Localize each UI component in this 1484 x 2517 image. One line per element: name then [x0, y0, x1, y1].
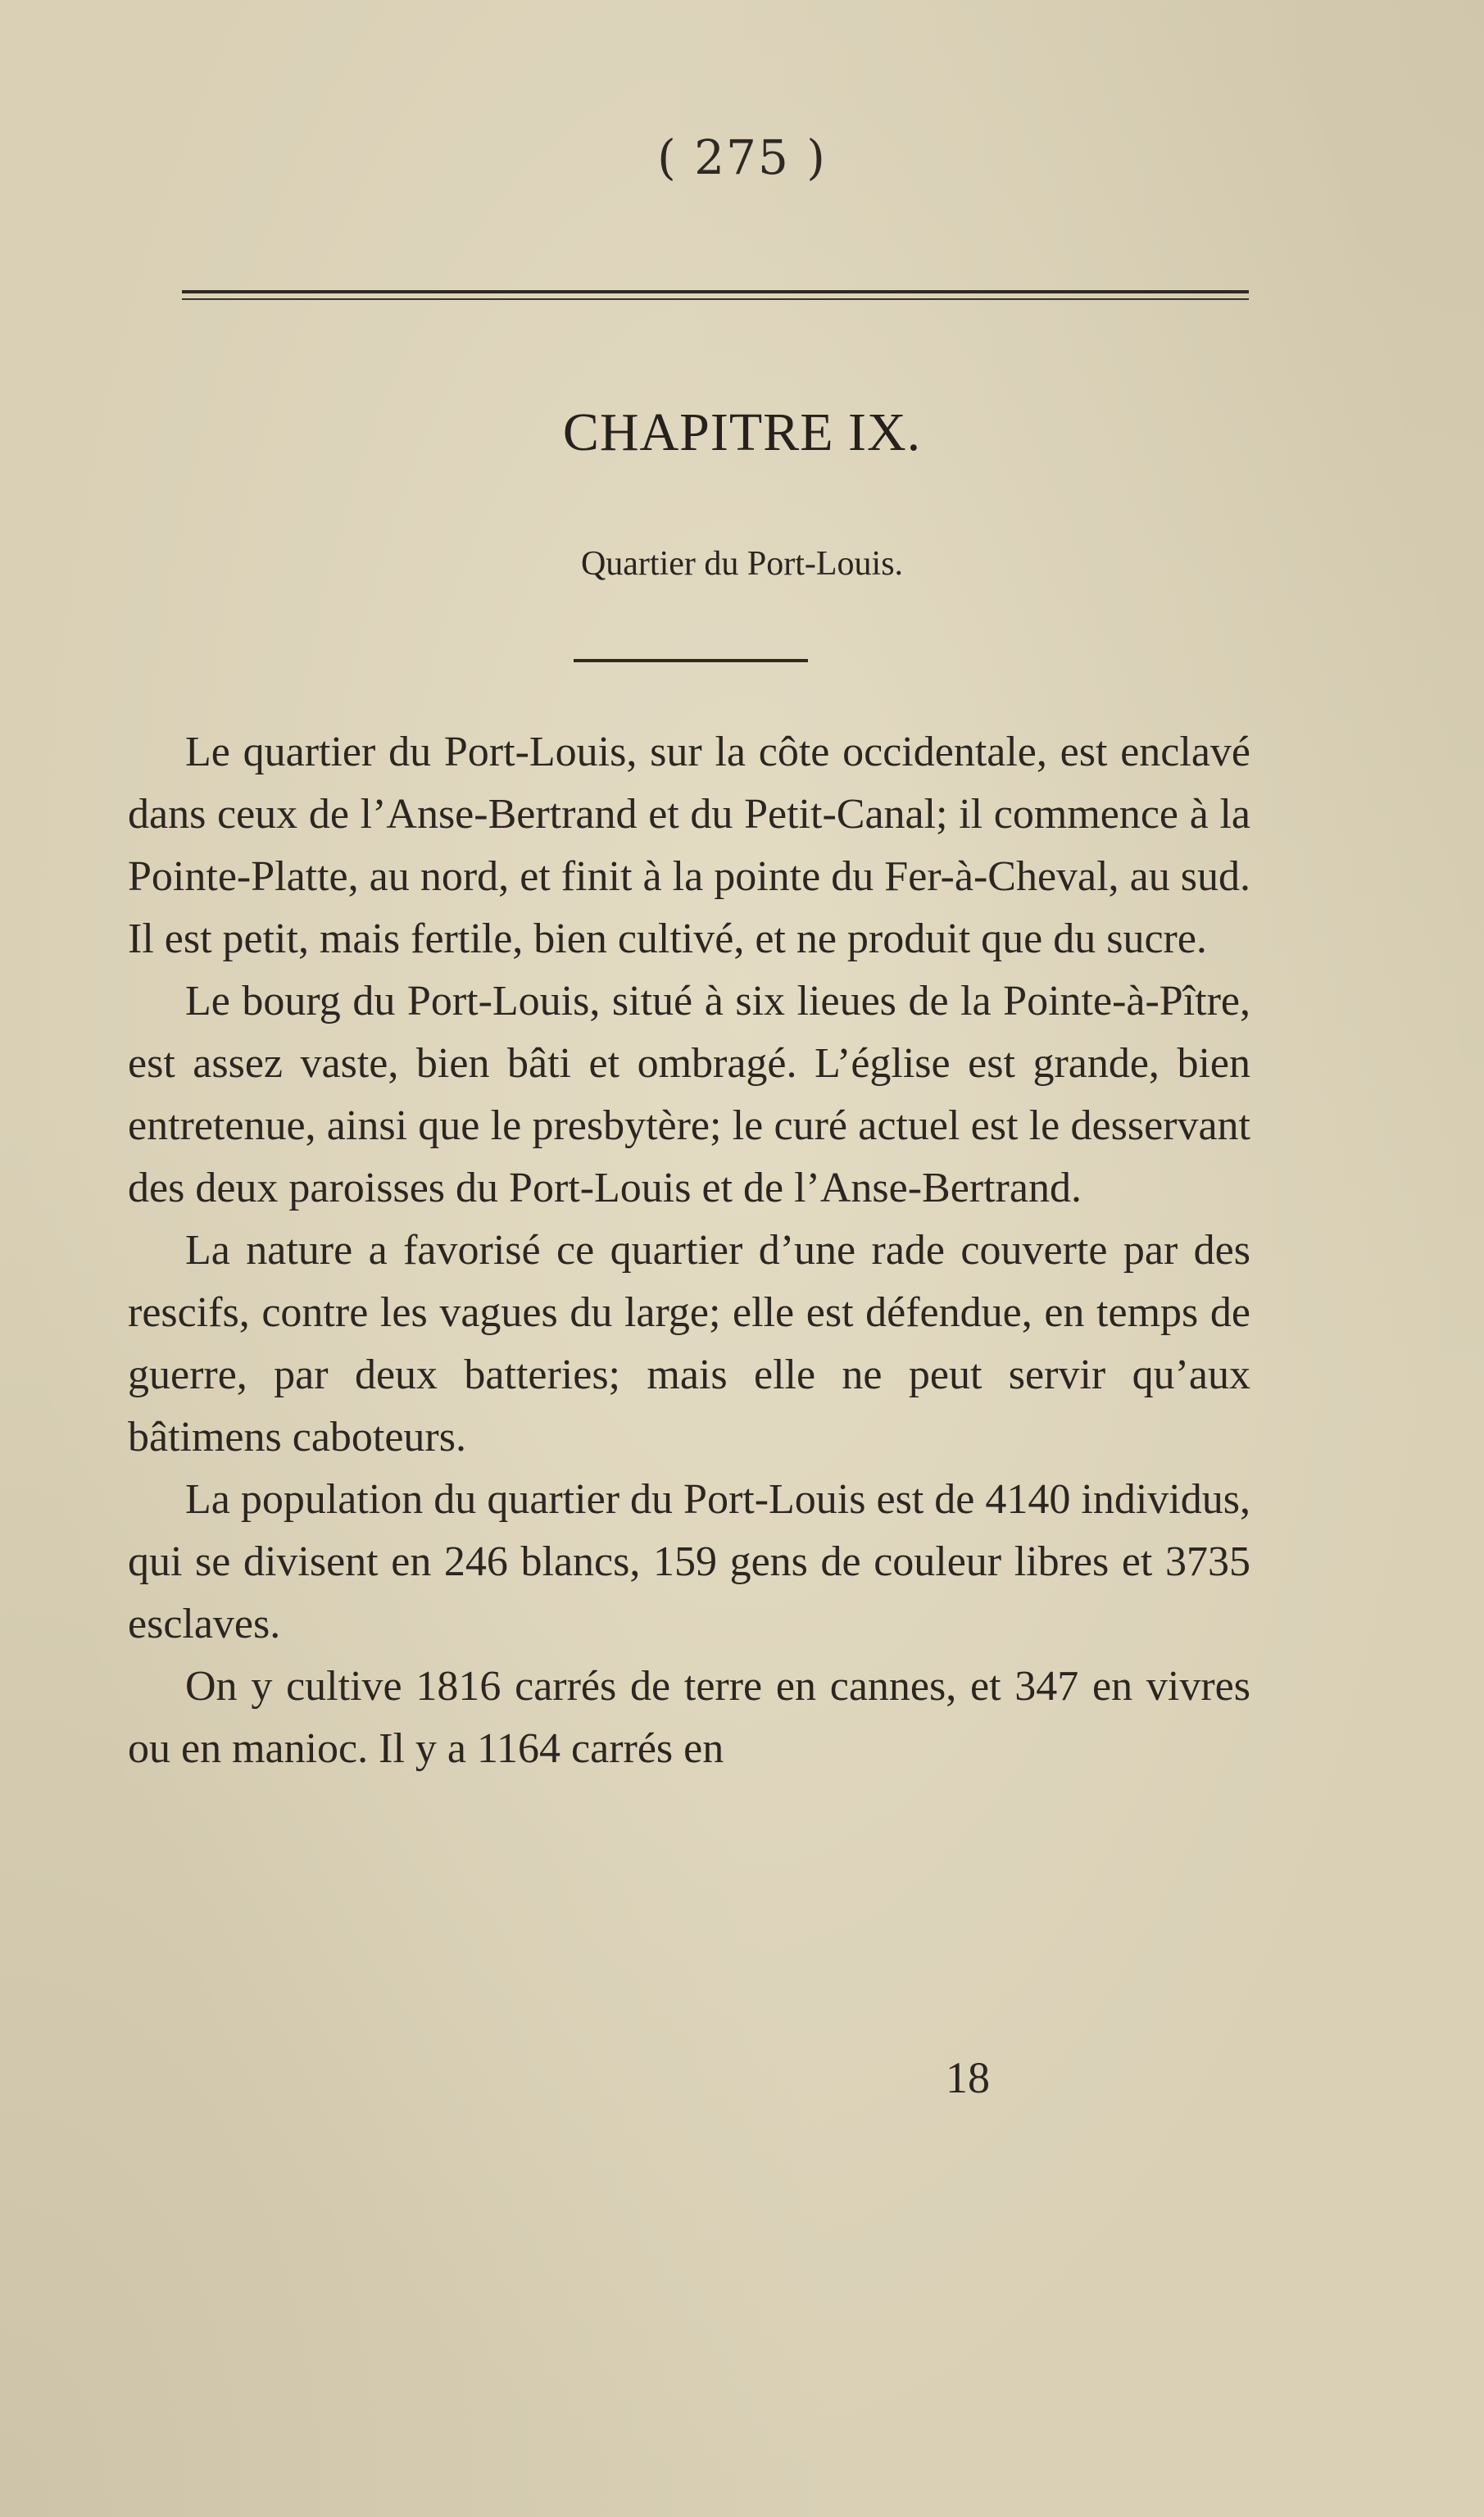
header-double-rule [182, 290, 1249, 300]
chapter-title: CHAPITRE IX. [562, 402, 922, 462]
paragraph: Le quartier du Port-Louis, sur la côte occidentale, est enclavé dans ceux de l’Anse-Bertrand et du Petit-Canal; il commence à la Pointe-Platte, au nord, et finit à la pointe du Fer-à-Cheval, au sud. Il est petit, mais fertile, bien cultivé, et ne produit que du sucre. [128, 729, 1250, 962]
paragraph: On y cultive 1816 carrés de terre en cannes, et 347 en vivres ou en manioc. Il y a 1164 carrés en [128, 1663, 1250, 1772]
section-divider-rule [574, 659, 808, 662]
paragraph: La population du quartier du Port-Louis est de 4140 individus, qui se divisent en 246 blancs, 159 gens de couleur libres et 3735 esclaves. [128, 1476, 1250, 1647]
paragraph: La nature a favorisé ce quartier d’une rade couverte par des rescifs, contre les vagues du large; elle est défendue, en temps de guerre, par deux batteries; mais elle ne peut servir qu’aux bâtimens caboteurs. [128, 1227, 1250, 1461]
body-text [128, 721, 1250, 1780]
paragraph: Le bourg du Port-Louis, situé à six lieues de la Pointe-à-Pître, est assez vaste, bien bâti et ombragé. L’église est grande, bien entretenue, ainsi que le presbytère; le curé actuel est le desservant des deux paroisses du Port-Louis et de l’Anse-Bertrand. [128, 978, 1250, 1211]
signature-mark: 18 [946, 2053, 990, 2102]
page-number: ( 275 ) [657, 129, 827, 185]
chapter-subtitle: Quartier du Port-Louis. [580, 545, 904, 583]
